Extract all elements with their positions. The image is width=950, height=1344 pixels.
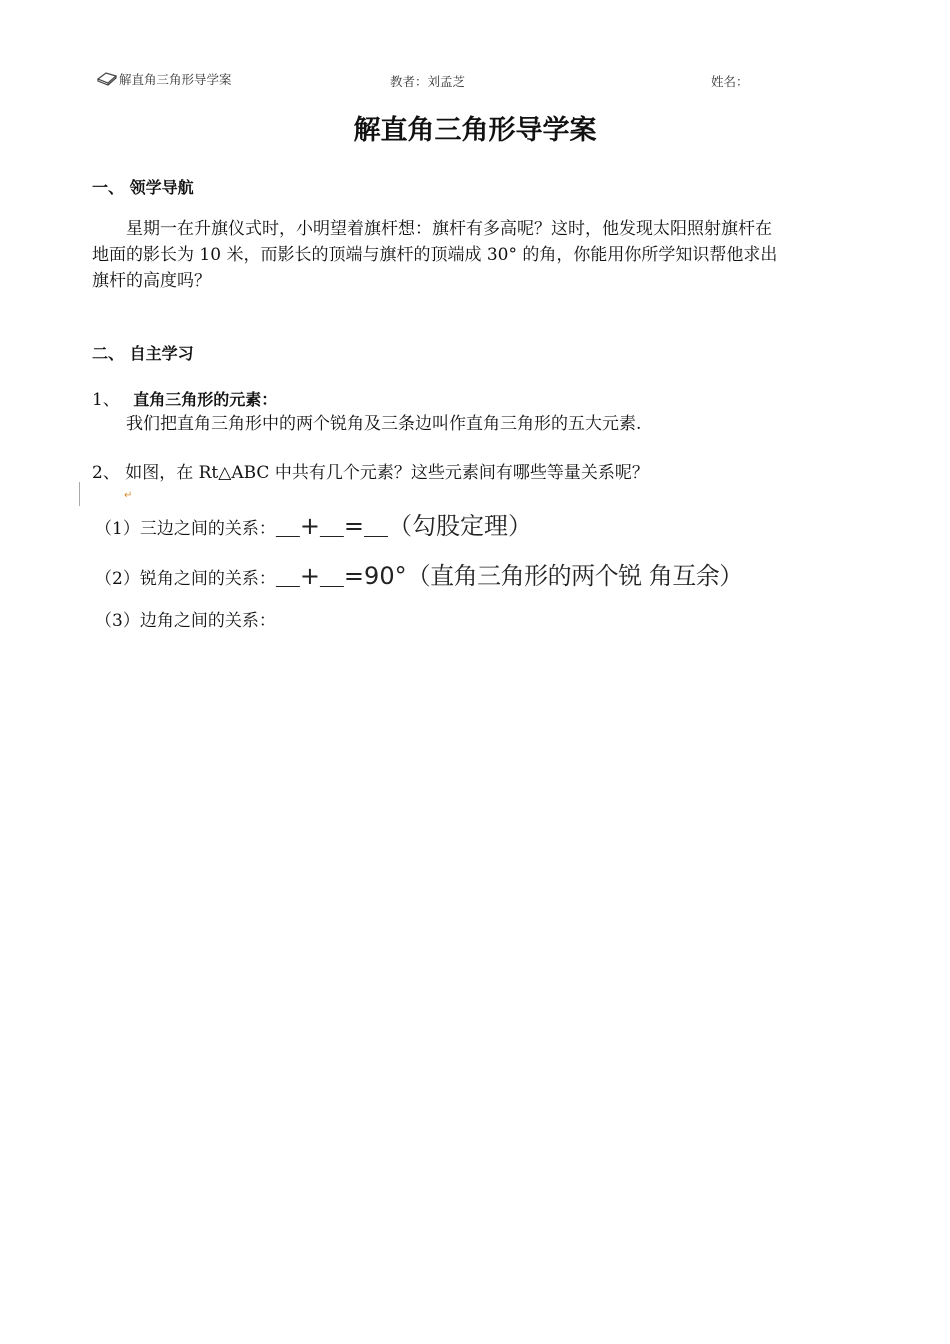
item1-body: 我们把直角三角形中的两个锐角及三条边叫作直角三角形的五大元素. [126, 414, 642, 434]
book-icon [97, 71, 117, 87]
relation-sides-note: （勾股定理） [388, 512, 533, 540]
header-teacher: 教者：刘孟芝 [390, 74, 466, 89]
header-title-group [97, 70, 232, 88]
text-cursor [79, 482, 80, 506]
section-heading-self-study: 二、 自主学习 [92, 344, 194, 363]
item1-heading [92, 385, 277, 410]
header-student-name-label: 姓名： [711, 74, 749, 89]
relation-angles-note: （直角三角形的两个锐 角互余） [406, 562, 743, 590]
item1-number: 1、 [92, 390, 120, 410]
relation-sides-angles-label: （3）边角之间的关系： [95, 611, 276, 631]
intro-line-1: 星期一在升旗仪式时，小明望着旗杆想：旗杆有多高呢？这时，他发现太阳照射旗杆在 [126, 219, 772, 239]
item1-title: 直角三角形的元素： [133, 390, 278, 409]
relation-sides [95, 506, 532, 541]
intro-paragraph [92, 216, 862, 294]
relation-angles [95, 556, 743, 591]
paragraph-mark-icon: ↵ [124, 490, 133, 501]
section-heading-guide: 一、 领学导航 [92, 178, 194, 197]
intro-line-2: 地面的影长为 10 米，而影长的顶端与旗杆的顶端成 30° 的角，你能用你所学知识帮他求出 [92, 245, 778, 265]
page-header [0, 70, 950, 92]
relation-sides-label: （1）三边之间的关系： [95, 519, 276, 539]
header-doc-title: 解直角三角形导学案 [119, 72, 232, 87]
item2-question: 2、 如图，在 Rt△ABC 中共有几个元素？这些元素间有哪些等量关系呢？ [92, 463, 649, 483]
document-title: 解直角三角形导学案 [353, 115, 597, 146]
relation-sides-formula: ＿+＿=＿ [275, 512, 389, 540]
relation-angles-formula: ＿+＿=90° [275, 562, 407, 590]
intro-line-3: 旗杆的高度吗？ [92, 271, 211, 291]
relation-sides-angles [95, 606, 276, 631]
relation-angles-label: （2）锐角之间的关系： [95, 569, 276, 589]
